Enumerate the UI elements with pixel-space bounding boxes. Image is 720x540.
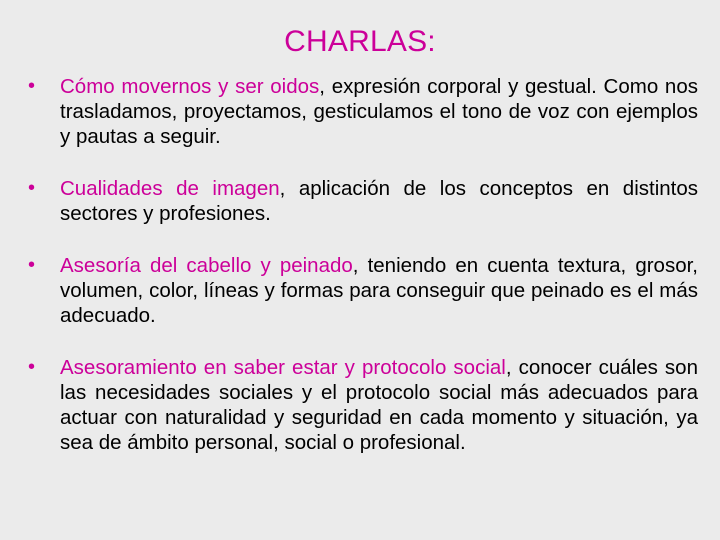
bullet-highlight: Cualidades de imagen — [60, 177, 280, 200]
bullet-highlight: Cómo movernos y ser oidos — [60, 75, 320, 98]
bullet-list — [26, 74, 698, 482]
bullet-dot-icon: • — [28, 177, 36, 199]
bullet-item — [26, 176, 698, 226]
bullet-dot-icon: • — [28, 356, 36, 378]
bullet-text: , teniendo en cuenta textura, grosor, volumen, color, líneas y formas para conseguir que peinado es el más adecuado. — [60, 254, 698, 327]
bullet-dot-icon: • — [28, 254, 36, 276]
slide-title: CHARLAS: — [284, 25, 436, 58]
bullet-text: , aplicación de los conceptos en distintos sectores y profesiones. — [60, 177, 698, 225]
bullet-highlight: Asesoramiento en saber estar y protocolo social — [60, 356, 506, 379]
bullet-text: , conocer cuáles son las necesidades sociales y el protocolo social más adecuados para actuar con naturalidad y seguridad en cada momento y situación, ya sea de ámbito personal, social o profesional. — [60, 356, 698, 454]
bullet-item — [26, 74, 698, 149]
bullet-item — [26, 355, 698, 455]
bullet-highlight: Asesoría del cabello y peinado — [60, 254, 353, 277]
bullet-item — [26, 253, 698, 328]
bullet-text: , expresión corporal y gestual. Como nos trasladamos, proyectamos, gesticulamos el tono de voz con ejemplos y pautas a seguir. — [60, 75, 698, 148]
bullet-dot-icon: • — [28, 75, 36, 97]
